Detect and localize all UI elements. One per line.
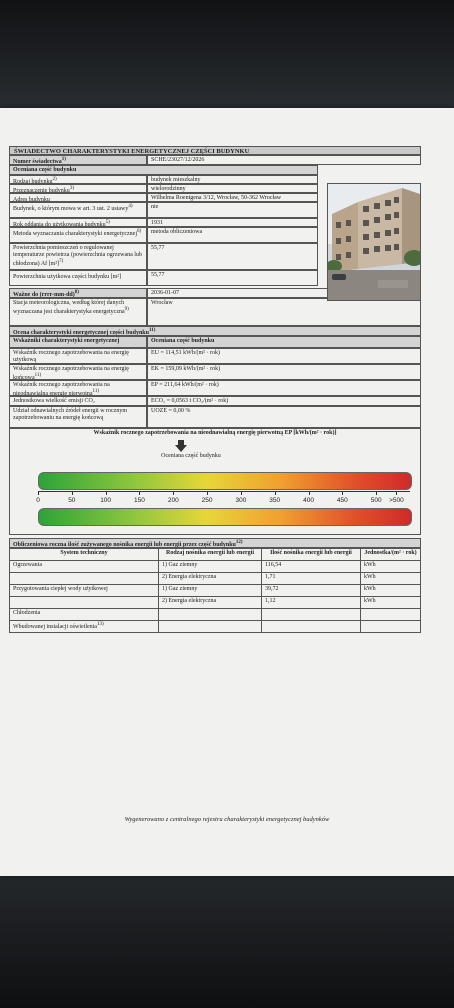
section-assessed-value: metoda obliczeniowa (147, 227, 318, 243)
carriers-cell-type (159, 609, 262, 621)
carriers-cell-unit (361, 561, 421, 573)
cell-text: kWh (364, 586, 376, 592)
certificate (9, 146, 421, 633)
section-assessed-row (9, 243, 318, 270)
row-label-text: Jednostkowa wielkość emisji CO₂ (13, 398, 95, 404)
row-footnote: 11) (92, 388, 100, 394)
carriers-cell-system (10, 621, 159, 633)
carriers-table (9, 548, 421, 633)
station-label: Stacja meteorologiczna, według której danych wyznaczana jest charakterystyka energetyczna$^{9)}$ (9, 298, 147, 326)
assessment-col-indicators: Wskaźniki charakterystyki energetycznej (9, 336, 147, 348)
section-assessed-row (9, 193, 318, 202)
carriers-cell-unit (361, 597, 421, 609)
ep-scale-tick-label: 450 (336, 497, 348, 504)
building-photo (327, 183, 421, 301)
ep-scale-tick (38, 492, 39, 495)
ep-scale-tick-label: 50 (68, 497, 76, 504)
cell-text: 1,71 (265, 574, 276, 580)
certificate-title: ŚWIADECTWO CHARAKTERYSTYKI ENERGETYCZNEJ CZĘŚCI BUDYNKU (9, 146, 421, 155)
assessment-value: EP = 211,64 kWh/(m² · rok) (147, 380, 421, 396)
carriers-cell-amount (262, 561, 361, 573)
assessment-value: EK = 159,09 kWh/(m² · rok) (147, 364, 421, 380)
cell-text: 2) Energia elektryczna (162, 574, 217, 580)
carriers-cell-unit (361, 573, 421, 585)
row-footnote: 11) (34, 372, 42, 378)
carriers-cell-type (159, 585, 262, 597)
carriers-row (10, 621, 421, 633)
carriers-cell-system (10, 597, 159, 609)
section-assessed-value: 1931 (147, 218, 318, 227)
row-footnote: 4) (128, 204, 133, 209)
cell-text: Ogrzewania (13, 562, 42, 568)
row-label-text: Rok oddania do użytkowania budynku (13, 222, 106, 227)
row-label-text: Metoda wyznaczania charakterystyki energetycznej (13, 231, 137, 237)
row-label-text: Adres budynku (13, 197, 50, 202)
ep-scale-tick-label: 150 (134, 497, 145, 504)
cell-text: Wbudowanej instalacji oświetlenia (13, 624, 97, 630)
section-assessed-value: 55,77 (147, 243, 318, 270)
document-page (0, 108, 454, 876)
carriers-cell-amount (262, 573, 361, 585)
section-assessed-row (9, 175, 318, 184)
cell-text: 1,12 (265, 598, 276, 604)
cell-text: Przygotowania ciepłej wody użytkowej (13, 586, 108, 592)
certificate-number-label: Numer świadectwa$^{1)}$ (9, 155, 147, 165)
ep-marker-label: Oceniana część budynku (161, 453, 221, 459)
section-assessed-value: wielorodzinny (147, 184, 318, 193)
section-assessed-label (9, 202, 147, 218)
ep-scale-tick-label: 400 (303, 497, 314, 504)
ep-scale-tick (342, 492, 343, 495)
ep-scale-ticks (38, 491, 410, 506)
certificate-number-row (9, 155, 421, 165)
ep-marker (175, 440, 187, 452)
row-label-text: Udział odnawialnych źródeł energii w rocznym zapotrzebowaniu na energię końcową (13, 408, 128, 421)
ep-scale-tick-label: 250 (201, 497, 213, 504)
ep-scale-tick (309, 492, 310, 495)
scale-title: Wskaźnik rocznego zapotrzebowania na nieodnawialną energię pierwotną EP [kWh/(m² · rok)] (9, 428, 421, 439)
carriers-rows (10, 561, 421, 633)
ep-scale-tick (106, 492, 107, 495)
assessment-value: ECO₂ = 0,0563 t CO₂/(m² · rok) (147, 396, 421, 406)
ep-scale-tick (376, 492, 377, 495)
background-bottom (0, 870, 454, 1008)
carriers-cell-type (159, 573, 262, 585)
carriers-cell-amount (262, 585, 361, 597)
ep-scale-tick (72, 492, 73, 495)
ep-scale-tick (396, 492, 397, 495)
carriers-cell-type (159, 561, 262, 573)
row-label-text: Powierzchnia użytkowa części budynku [m²] (13, 274, 122, 280)
ep-scale-tick-label: 100 (100, 497, 112, 504)
section-assessed-row (9, 270, 318, 286)
assessment-label (9, 380, 147, 396)
validity-value: 2036-01-07 (147, 288, 421, 298)
assessment-col-part: Oceniana część budynku (147, 336, 421, 348)
station-row (9, 298, 421, 326)
carriers-header: Obliczeniowa roczna ilość zużywanego nośnika energii lub energii przez część budynku$^{12)}$ (9, 538, 421, 548)
carriers-row (10, 609, 421, 621)
carriers-cell-system (10, 609, 159, 621)
cell-text: Chłodzenia (13, 610, 41, 616)
assessment-row (9, 406, 421, 428)
carriers-row (10, 573, 421, 585)
assessment-label (9, 406, 147, 428)
assessment-row (9, 380, 421, 396)
row-label-text: Budynek, o którym mowa w art. 3 ust. 2 ustawy (13, 206, 129, 212)
section-assessed-value: 55,77 (147, 270, 318, 286)
cell-text: kWh (364, 598, 376, 604)
carriers-row (10, 585, 421, 597)
carriers-cell-unit (361, 609, 421, 621)
row-footnote: 6) (137, 229, 142, 234)
carriers-cell-amount (262, 597, 361, 609)
cell-text: 2) Energia elektryczna (162, 598, 217, 604)
carriers-header-row (10, 549, 421, 561)
ep-scale-tick-label: >500 (389, 497, 404, 504)
row-footnote: 3) (69, 186, 74, 191)
ep-scale-tick (173, 492, 174, 495)
carriers-row (10, 561, 421, 573)
certificate-number-value: SCHE/23027/12/2026 (147, 155, 421, 165)
ep-scale-tick (139, 492, 140, 495)
cell-text: 1) Gaz ziemny (162, 586, 198, 592)
section-assessed-label (9, 227, 147, 243)
assessment-label (9, 364, 147, 380)
row-label-text: Powierzchnia pomieszczeń o regulowanej temperaturze powietrza (powierzchnia ogrzewana lub chłodzona) Af [m²] (13, 245, 142, 267)
cell-text: kWh (364, 562, 376, 568)
section-assessed-value: budynek mieszkalny (147, 175, 318, 184)
building-photo-image (328, 184, 421, 301)
carriers-col-amount: Ilość nośnika energii lub energii (262, 549, 361, 561)
ep-scale-tick-label: 0 (36, 497, 40, 504)
section-assessed-label (9, 218, 147, 227)
section-assessed-part (9, 165, 318, 286)
row-footnote: 13) (96, 622, 104, 627)
section-assessed-row (9, 218, 318, 227)
assessment-row (9, 396, 421, 406)
cell-text: 1) Gaz ziemny (162, 562, 198, 568)
assessment-label (9, 348, 147, 364)
carriers-col-unit: Jednostka/(m² · rok) (361, 549, 421, 561)
ep-scale-tick-label: 300 (235, 497, 247, 504)
assessment-value: UOZE = 0,00 % (147, 406, 421, 428)
carriers-cell-type (159, 621, 262, 633)
background-top (0, 0, 454, 110)
ep-scale-tick-label: 200 (167, 497, 179, 504)
assessment-label (9, 396, 147, 406)
row-footnote: 5) (105, 220, 110, 225)
row-label-text: Wskaźnik rocznego zapotrzebowania na energię użytkową (13, 350, 129, 363)
assessment-row (9, 364, 421, 380)
section-assessed-rows (9, 175, 318, 286)
ep-scale-tick-label: 500 (370, 497, 382, 504)
row-label-text: Przeznaczenie budynku (13, 188, 70, 193)
ep-scale (9, 439, 421, 535)
carriers-cell-system (10, 573, 159, 585)
assessment-header: Ocena charakterystyki energetycznej części budynku$^{11)}$ (9, 326, 421, 336)
carriers-cell-unit (361, 585, 421, 597)
footer-note: Wygenerowano z centralnego rejestru charakterystyki energetycznej budynków (124, 816, 330, 823)
carriers-col-system: System techniczny (10, 549, 159, 561)
assessment-value: EU = 114,51 kWh/(m² · rok) (147, 348, 421, 364)
carriers-row (10, 597, 421, 609)
carriers-cell-system (10, 585, 159, 597)
carriers-cell-amount (262, 609, 361, 621)
section-assessed-label (9, 193, 147, 202)
assessment-rows (9, 348, 421, 428)
ep-scale-tick (207, 492, 208, 495)
section-assessed-value: Wilhelma Roentgena 3/12, Wrocław, 50-362 Wrocław (147, 193, 318, 202)
row-label-text: Rodzaj budynku (13, 179, 53, 184)
cell-text: 39,72 (265, 586, 279, 592)
section-assessed-row (9, 184, 318, 193)
carriers-cell-system (10, 561, 159, 573)
carriers-cell-type (159, 597, 262, 609)
section-assessed-label (9, 175, 147, 184)
section-assessed-value: nie (147, 202, 318, 218)
row-label-text: Wskaźnik rocznego zapotrzebowania na energię końcową (13, 366, 129, 380)
section-assessed-row (9, 227, 318, 243)
cell-text: kWh (364, 574, 376, 580)
ep-scale-tick-label: 350 (269, 497, 281, 504)
section-assessed-label (9, 270, 147, 286)
arrow-down-icon (175, 440, 187, 452)
section-assessed-header: Oceniana część budynku (9, 165, 318, 175)
cell-text: 116,54 (265, 562, 282, 568)
carriers-col-type: Rodzaj nośnika energii lub energii (159, 549, 262, 561)
section-assessed-label (9, 243, 147, 270)
carriers-cell-unit (361, 621, 421, 633)
section-assessed-row (9, 202, 318, 218)
validity-label: Ważne do (rrrr-mm-dd)$^{8)}$ (9, 288, 147, 298)
ep-scale-tick (241, 492, 242, 495)
carriers-cell-amount (262, 621, 361, 633)
ep-scale-tick (275, 492, 276, 495)
row-footnote: 7) (59, 258, 64, 264)
row-footnote: 2) (52, 177, 57, 182)
section-assessed-label (9, 184, 147, 193)
assessment-row (9, 348, 421, 364)
ep-scale-bar-top (38, 472, 412, 490)
assessment-columns (9, 336, 421, 348)
ep-scale-bar-bottom (38, 508, 412, 526)
station-value: Wrocław (147, 298, 421, 326)
row-label-text: Wskaźnik rocznego zapotrzebowania na nieodnawialną energię pierwotną (13, 382, 110, 396)
